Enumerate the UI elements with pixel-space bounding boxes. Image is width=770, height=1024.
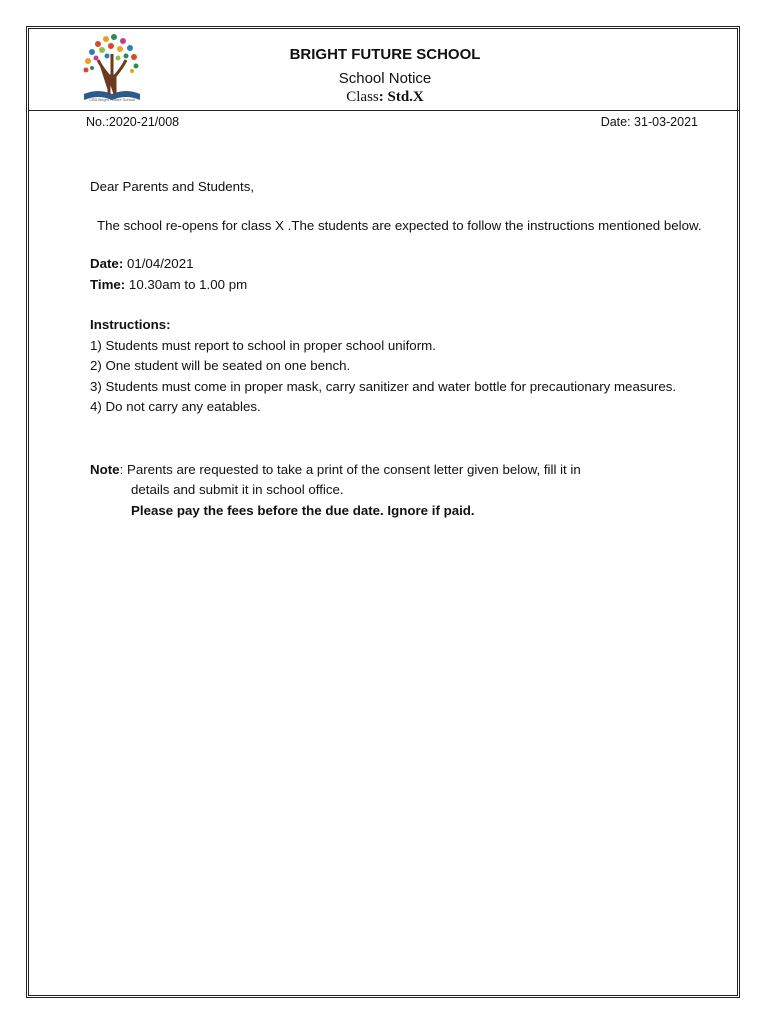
intro-paragraph: The school re-opens for class X .The students are expected to follow the instructions mentioned below. [97,217,702,233]
class-label: Class [346,89,379,105]
school-name: BRIGHT FUTURE SCHOOL [289,46,481,63]
event-date-value: 01/04/2021 [123,256,194,271]
notice-date: Date: 31-03-2021 [600,115,698,129]
logo-caption: CBS Bright Future School [89,97,135,102]
note-line [90,460,702,481]
event-time-label: Time: [90,276,126,292]
event-time-value: 10.30am to 1.00 pm [125,276,248,292]
note-label: Note [90,461,120,477]
note-continuation: details and submit it in school office. [131,482,344,497]
event-date [90,254,702,275]
note-text: : Parents are requested to take a print of the consent letter given below, fill it in [119,461,581,477]
greeting: Dear Parents and Students, [90,179,255,194]
notice-body [90,177,702,521]
instructions-heading: Instructions: [90,317,171,332]
event-time [90,275,702,296]
class-line [0,89,770,106]
notice-type: School Notice [338,70,432,87]
fees-reminder: Please pay the fees before the due date. Ignore if paid. [131,502,475,518]
instruction-item: 2) One student will be seated on one bench. [90,358,351,373]
instruction-item: 4) Do not carry any eatables. [90,399,261,414]
instruction-item: 1) Students must report to school in proper school uniform. [90,337,436,353]
event-date-label: Date: [90,256,124,271]
header-rule [29,110,740,111]
class-value: : Std.X [378,89,424,105]
instruction-item: 3) Students must come in proper mask, carry sanitizer and water bottle for precautionary measures. [90,378,677,394]
notice-number: No.:2020-21/008 [86,115,180,129]
